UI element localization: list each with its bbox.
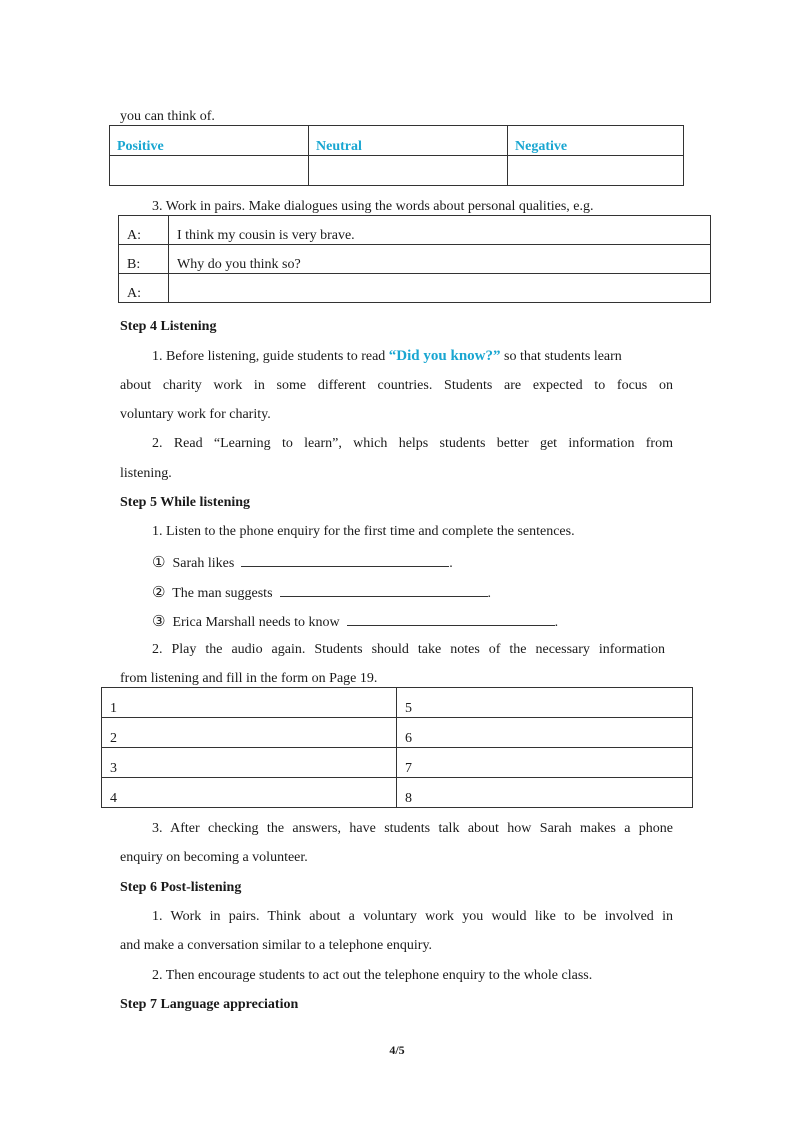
form-cell: 4 — [102, 778, 397, 808]
speaker-cell: A: — [119, 216, 169, 245]
answer-blank[interactable] — [347, 611, 555, 626]
form-cell: 8 — [397, 778, 693, 808]
speaker-cell: B: — [119, 245, 169, 274]
step5-p3-line1: 3. After checking the answers, have students talk about how Sarah makes a phone — [152, 821, 673, 836]
dialogue-row — [119, 245, 711, 274]
item3-instruction: 3. Work in pairs. Make dialogues using the words about personal qualities, e.g. — [152, 199, 594, 214]
table-row — [102, 688, 693, 718]
step4-p1-a: 1. Before listening, guide students to read — [152, 349, 386, 364]
form-cell: 2 — [102, 718, 397, 748]
fill-blank-item: ① Sarah likes . — [152, 553, 453, 571]
answer-blank[interactable] — [241, 552, 449, 567]
step6-heading: Step 6 Post-listening — [120, 880, 242, 895]
speaker-cell: A: — [119, 274, 169, 303]
line-cell — [169, 274, 711, 303]
negative-header: Negative — [508, 126, 684, 156]
step6-p2: 2. Then encourage students to act out the telephone enquiry to the whole class. — [152, 968, 593, 983]
fill-blank-item: ③ Erica Marshall needs to know . — [152, 612, 559, 630]
step6-p1-line1: 1. Work in pairs. Think about a voluntary work you would like to be involved in — [152, 909, 673, 924]
fill-blank-item: ② The man suggests . — [152, 583, 492, 601]
neutral-cell — [309, 156, 508, 186]
table-row — [102, 718, 693, 748]
line-cell: Why do you think so? — [169, 245, 711, 274]
form-cell: 1 — [102, 688, 397, 718]
positive-cell — [110, 156, 309, 186]
did-you-know-highlight: “Did you know?” — [388, 348, 501, 364]
form-cell: 5 — [397, 688, 693, 718]
step4-p1-line1 — [152, 348, 673, 365]
dialogue-row — [119, 216, 711, 245]
table-row — [102, 778, 693, 808]
line-cell: I think my cousin is very brave. — [169, 216, 711, 245]
step4-p2-line2: listening. — [120, 466, 172, 481]
qualities-table — [109, 125, 684, 186]
form-cell: 3 — [102, 748, 397, 778]
step4-p1-line3: voluntary work for charity. — [120, 407, 271, 422]
intro-tail: you can think of. — [120, 109, 215, 124]
neutral-header: Neutral — [309, 126, 508, 156]
step5-p2-line1: 2. Play the audio again. Students should take notes of the necessary information — [152, 642, 665, 657]
step5-p1: 1. Listen to the phone enquiry for the first time and complete the sentences. — [152, 524, 575, 539]
step7-heading: Step 7 Language appreciation — [120, 997, 299, 1012]
negative-cell — [508, 156, 684, 186]
step5-p2-line2: from listening and fill in the form on Page 19. — [120, 671, 378, 686]
item-text: Sarah likes — [172, 556, 235, 571]
page-number: 4/5 — [389, 1043, 405, 1057]
step5-p3-line2: enquiry on becoming a volunteer. — [120, 850, 308, 865]
form-cell: 7 — [397, 748, 693, 778]
dialogue-table — [118, 215, 711, 303]
step4-p1-line2: about charity work in some different countries. Students are expected to focus on — [120, 378, 673, 393]
circled-three-marker: ③ — [152, 612, 166, 630]
form-cell: 6 — [397, 718, 693, 748]
table-row — [102, 748, 693, 778]
dialogue-row — [119, 274, 711, 303]
circled-one-marker: ① — [152, 553, 166, 571]
step4-p2-line1: 2. Read “Learning to learn”, which helps students better get information from — [152, 436, 673, 451]
notes-form-table — [101, 687, 693, 808]
item-text: Erica Marshall needs to know — [172, 615, 340, 630]
answer-blank[interactable] — [280, 582, 488, 597]
step5-heading: Step 5 While listening — [120, 495, 251, 510]
step6-p1-line2: and make a conversation similar to a telephone enquiry. — [120, 938, 433, 953]
item-text: The man suggests — [172, 586, 273, 601]
step4-heading: Step 4 Listening — [120, 319, 217, 334]
step4-p1-b: so that students learn — [504, 349, 622, 364]
positive-header: Positive — [110, 126, 309, 156]
circled-two-marker: ② — [152, 583, 166, 601]
